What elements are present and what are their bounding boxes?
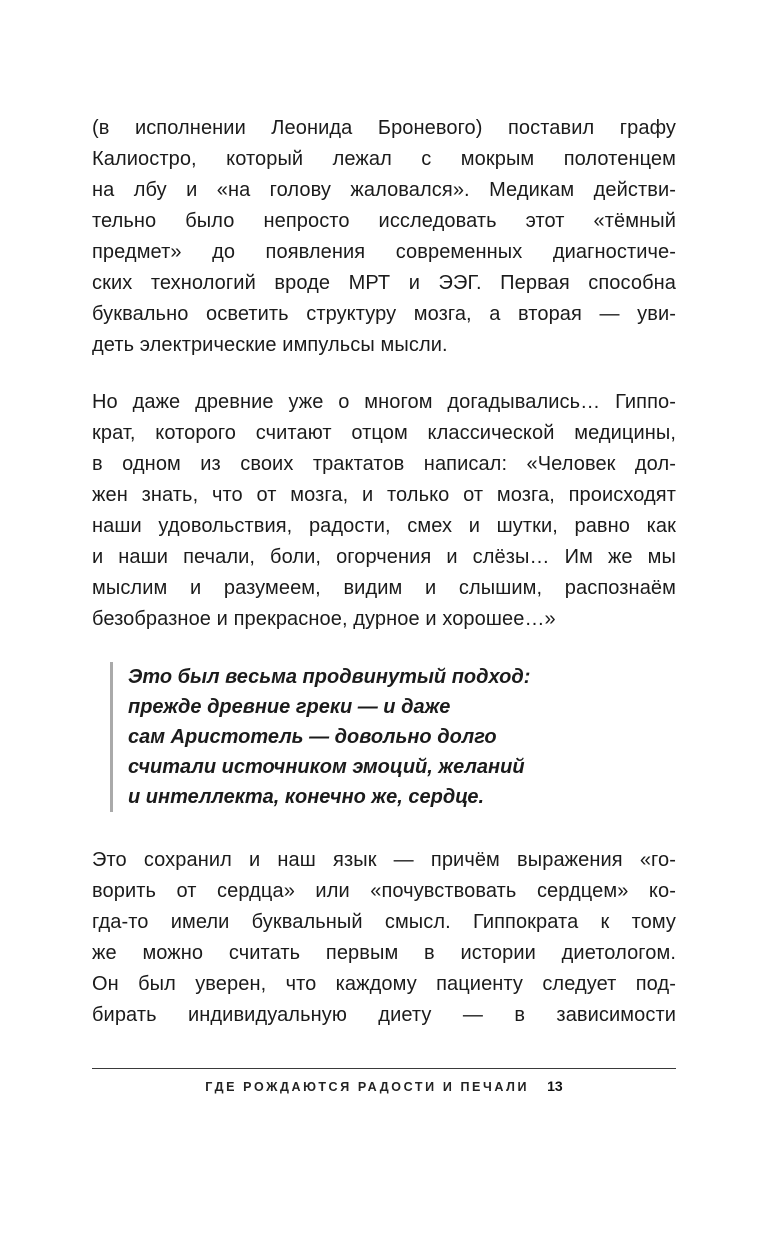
text-line: тельно было непросто исследовать этот «тёмный [92,210,676,232]
text-line: наши удовольствия, радости, смех и шутки, равно как [92,515,676,537]
text-line: жен знать, что от мозга, и только от мозга, происходят [92,484,676,506]
text-line: ворить от сердца» или «почувствовать сердцем» ко- [92,880,676,902]
text-line: сам Аристотель — довольно долго [128,726,497,748]
text-line: считали источником эмоций, желаний [128,756,525,778]
text-line: Он был уверен, что каждому пациенту следует под- [92,973,676,995]
text-line: (в исполнении Леонида Броневого) поставил графу [92,117,676,139]
text-line: и интеллекта, конечно же, сердце. [128,786,485,808]
text-line: же можно считать первым в истории диетологом. [92,942,676,964]
text-line: Это был весьма продвинутый подход: [128,666,531,688]
text-line: предмет» до появления современных диагностиче- [92,241,676,263]
text-line: бирать индивидуальную диету — в зависимости [92,1004,676,1026]
page-number: 13 [547,1078,563,1094]
text-line: прежде древние греки — и даже [128,696,451,718]
text-line: Но даже древние уже о многом догадывались… Гиппо- [92,391,676,413]
footer-rule [92,1068,676,1069]
page-footer [92,1068,676,1094]
text-line: Калиостро, который лежал с мокрым полотенцем [92,148,676,170]
text-line: мыслим и разумеем, видим и слышим, распознаём [92,577,676,599]
text-line: ских технологий вроде МРТ и ЭЭГ. Первая способна [92,272,676,294]
text-line: и наши печали, боли, огорчения и слёзы… Им же мы [92,546,676,568]
running-title: ГДЕ РОЖДАЮТСЯ РАДОСТИ И ПЕЧАЛИ [205,1080,530,1094]
text-line: в одном из своих трактатов написал: «Человек дол- [92,453,676,475]
text-line: гда-то имели буквальный смысл. Гиппократа к тому [92,911,676,933]
text-line: крат, которого считают отцом классической медицины, [92,422,676,444]
text-line: деть электрические импульсы мысли. [92,334,448,356]
paragraph [92,845,676,1031]
footer-row [92,1078,676,1094]
text-line: на лбу и «на голову жаловался». Медикам действи- [92,179,676,201]
text-line: буквально осветить структуру мозга, а вторая — уви- [92,303,676,325]
text-line: Это сохранил и наш язык — причём выражения «го- [92,849,676,871]
paragraph [92,113,676,361]
paragraph [92,387,676,635]
pull-quote [110,662,676,812]
text-line: безобразное и прекрасное, дурное и хорошее…» [92,608,556,630]
